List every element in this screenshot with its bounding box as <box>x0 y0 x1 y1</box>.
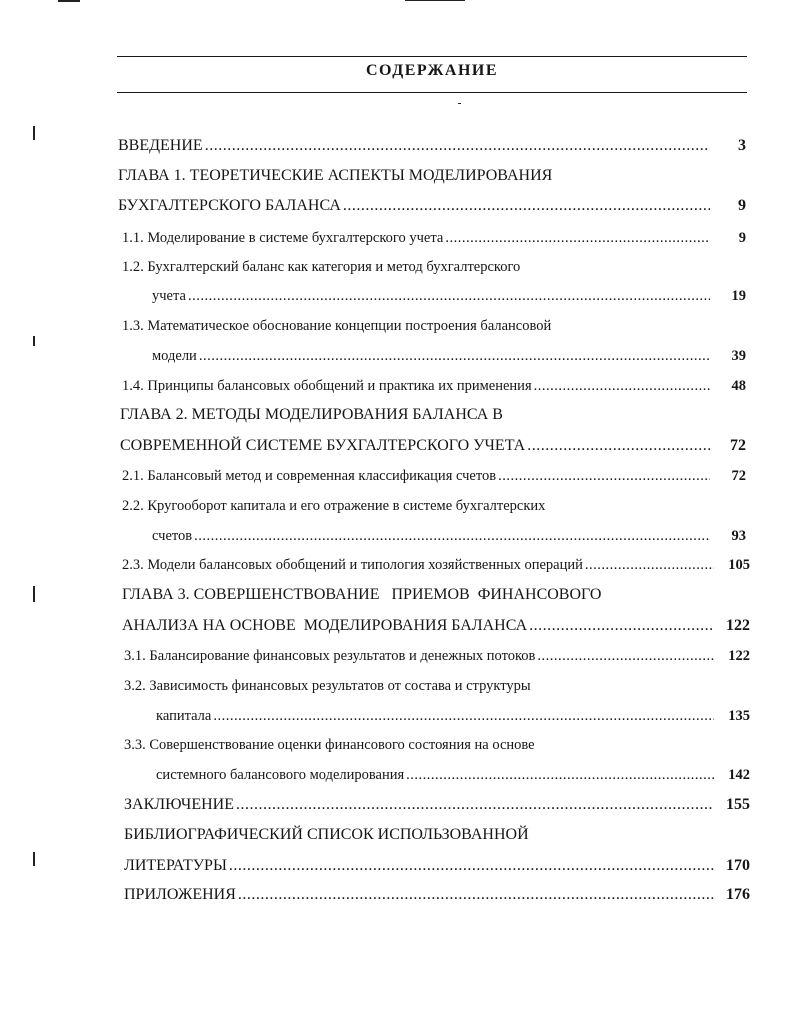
toc-leader <box>445 230 710 247</box>
toc-entry-title: капитала <box>156 708 212 724</box>
toc-page-number: 3 <box>738 137 746 154</box>
toc-entry-title: 3.2. Зависимость финансовых результатов от состава и структуры <box>124 678 531 694</box>
toc-page-number: 122 <box>726 617 750 634</box>
toc-entry <box>124 886 750 904</box>
scan-artifact <box>33 586 35 602</box>
toc-leader <box>238 886 714 904</box>
toc-entry <box>118 137 746 155</box>
toc-entry-title: 2.1. Балансовый метод и современная классификация счетов <box>122 468 497 484</box>
toc-entry <box>156 708 750 725</box>
toc-entry <box>120 437 746 455</box>
toc-entry <box>120 406 503 424</box>
toc-entry-title: системного балансового моделирования <box>156 767 405 783</box>
scan-artifact <box>405 0 465 1</box>
scan-artifact <box>58 0 80 2</box>
toc-leader <box>229 857 714 875</box>
toc-entry <box>156 767 750 784</box>
toc-leader <box>199 348 710 365</box>
toc-leader <box>585 557 714 574</box>
scan-artifact <box>33 852 35 866</box>
toc-leader <box>188 288 710 305</box>
toc-entry-title: 1.4. Принципы балансовых обобщений и практика их применения <box>122 378 532 394</box>
toc-entry-title: ЗАКЛЮЧЕНИЕ <box>124 796 234 813</box>
toc-leader <box>537 648 714 665</box>
toc-leader <box>527 437 710 455</box>
toc-page-number: 72 <box>731 468 746 484</box>
toc-leader <box>213 708 714 725</box>
toc-entry <box>124 678 531 695</box>
toc-entry <box>124 857 750 875</box>
toc-entry-title: ГЛАВА 1. ТЕОРЕТИЧЕСКИЕ АСПЕКТЫ МОДЕЛИРОВАНИЯ <box>118 167 553 184</box>
toc-entry <box>122 318 551 335</box>
toc-leader <box>529 617 714 635</box>
toc-page-number: 170 <box>726 857 750 874</box>
toc-entry <box>152 348 746 365</box>
toc-page-number: 122 <box>728 648 750 664</box>
toc-page-number: 135 <box>728 708 750 724</box>
toc-entry-title: БИБЛИОГРАФИЧЕСКИЙ СПИСОК ИСПОЛЬЗОВАННОЙ <box>124 826 529 843</box>
toc-entry-title: БУХГАЛТЕРСКОГО БАЛАНСА <box>118 197 341 214</box>
scan-artifact <box>33 336 35 346</box>
toc-entry-title: АНАЛИЗА НА ОСНОВЕ МОДЕЛИРОВАНИЯ БАЛАНСА <box>122 617 528 634</box>
toc-entry <box>122 378 746 395</box>
toc-entry <box>124 737 535 754</box>
toc-entry <box>124 648 750 665</box>
toc-entry <box>122 230 746 247</box>
title-underline <box>117 92 747 93</box>
toc-leader <box>205 137 710 155</box>
toc-leader <box>194 528 710 545</box>
toc-page-number: 105 <box>728 557 750 573</box>
toc-entry-title: 1.3. Математическое обоснование концепции построения балансовой <box>122 318 552 334</box>
toc-entry <box>118 167 552 185</box>
toc-entry <box>122 557 750 574</box>
toc-entry <box>122 498 545 515</box>
toc-entry <box>122 259 520 276</box>
toc-entry-title: ГЛАВА 3. СОВЕРШЕНСТВОВАНИЕ ПРИЕМОВ ФИНАНСОВОГО <box>122 586 602 603</box>
toc-page-number: 72 <box>730 437 746 454</box>
scan-artifact <box>458 103 461 104</box>
toc-entry <box>122 586 601 604</box>
toc-leader <box>343 197 710 215</box>
toc-entry-title: 2.2. Кругооборот капитала и его отражение в системе бухгалтерских <box>122 498 546 514</box>
toc-entry <box>122 468 746 485</box>
toc-entry <box>124 796 750 814</box>
top-rule <box>117 56 747 57</box>
toc-entry-title: счетов <box>152 528 193 544</box>
toc-entry-title: ВВЕДЕНИЕ <box>118 137 203 154</box>
toc-entry <box>118 197 746 215</box>
toc-entry-title: ЛИТЕРАТУРЫ <box>124 857 227 874</box>
toc-page-number: 39 <box>731 348 746 364</box>
toc-page-number: 9 <box>738 230 746 246</box>
toc-leader <box>406 767 714 784</box>
toc-page-number: 19 <box>731 288 746 304</box>
toc-entry-title: 2.3. Модели балансовых обобщений и типология хозяйственных операций <box>122 557 583 573</box>
toc-entry-title: учета <box>152 288 186 304</box>
toc-entry-title: 3.3. Совершенствование оценки финансового состояния на основе <box>124 737 535 753</box>
toc-entry-title: ГЛАВА 2. МЕТОДЫ МОДЕЛИРОВАНИЯ БАЛАНСА В <box>120 406 503 423</box>
toc-page-number: 48 <box>731 378 746 394</box>
toc-entry <box>152 288 746 305</box>
toc-entry <box>122 617 750 635</box>
toc-entry-title: СОВРЕМЕННОЙ СИСТЕМЕ БУХГАЛТЕРСКОГО УЧЕТА <box>120 437 526 454</box>
toc-page-number: 142 <box>728 767 750 783</box>
toc-page-number: 176 <box>726 886 750 903</box>
toc-entry-title: 1.2. Бухгалтерский баланс как категория и метод бухгалтерского <box>122 259 521 275</box>
page-title: СОДЕРЖАНИЕ <box>365 62 499 79</box>
toc-leader <box>236 796 714 814</box>
toc-entry-title: 1.1. Моделирование в системе бухгалтерского учета <box>122 230 444 246</box>
toc-entry <box>124 826 529 844</box>
toc-page-number: 155 <box>726 796 750 813</box>
toc-leader <box>498 468 710 485</box>
toc-entry-title: ПРИЛОЖЕНИЯ <box>124 886 236 903</box>
toc-leader <box>534 378 710 395</box>
toc-entry-title: 3.1. Балансирование финансовых результатов и денежных потоков <box>124 648 536 664</box>
toc-entry-title: модели <box>152 348 197 364</box>
toc-page-number: 9 <box>738 197 746 214</box>
toc-entry <box>152 528 746 545</box>
scan-artifact <box>33 126 35 140</box>
toc-page-number: 93 <box>731 528 746 544</box>
